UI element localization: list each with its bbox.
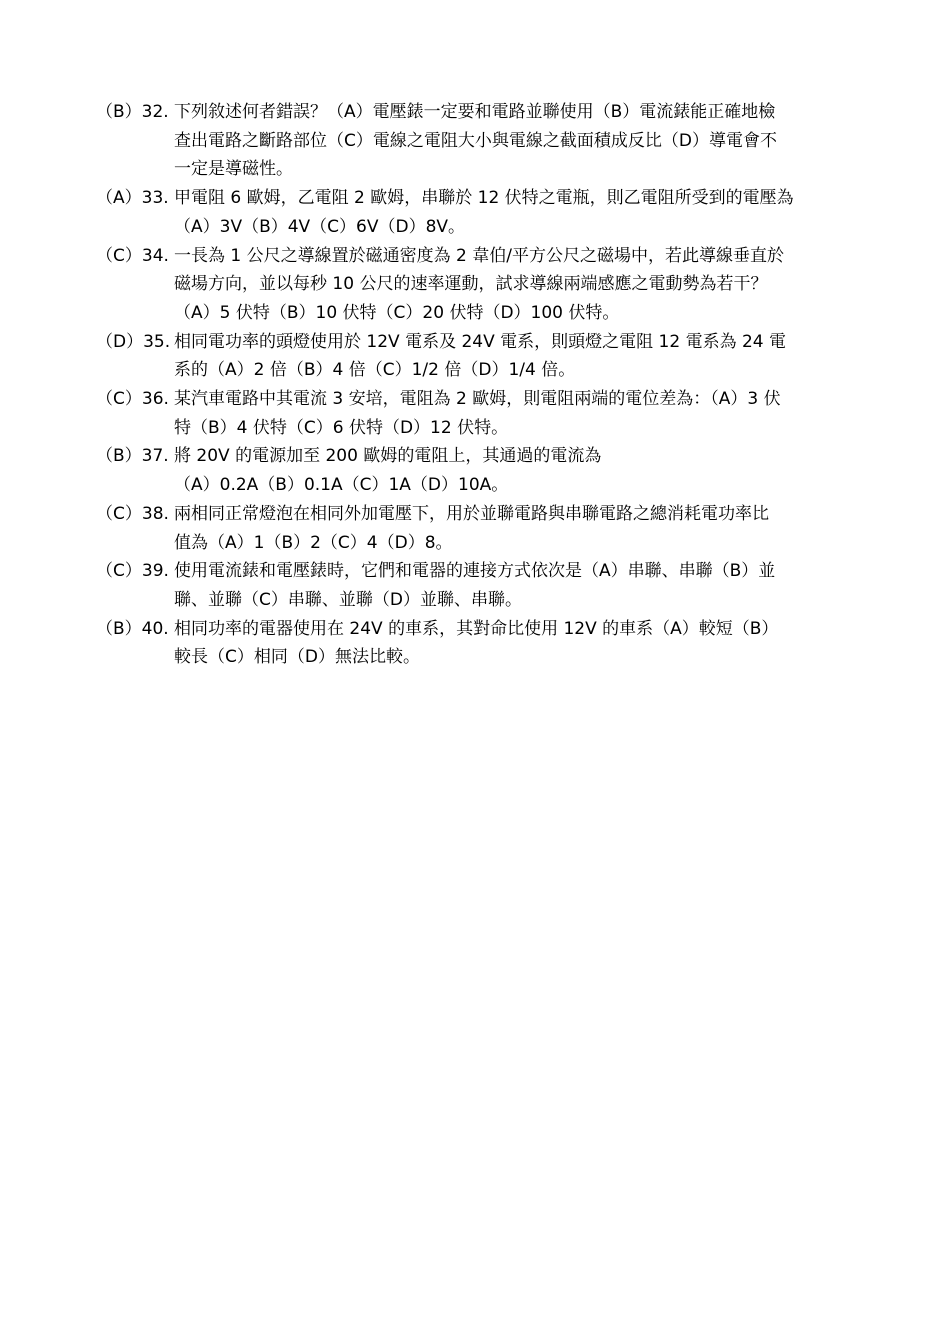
question-number: 35. (143, 331, 171, 352)
question-text-line: 甲電阻 6 歐姆，乙電阻 2 歐姆，串聯於 12 伏特之電瓶，則乙電阻所受到的電壓為 (174, 188, 794, 209)
question-prefix (96, 385, 169, 414)
question-text-line: （A）5 伏特（B）10 伏特（C）20 伏特（D）100 伏特。 (174, 302, 620, 323)
question-text (174, 98, 876, 184)
answer-key: （C） (96, 561, 142, 582)
question-prefix (96, 615, 169, 644)
question-item (96, 615, 876, 672)
question-text (174, 557, 876, 614)
answer-key: （B） (96, 446, 142, 467)
question-item (96, 385, 876, 442)
question-number: 36. (141, 389, 169, 410)
question-item (96, 557, 876, 614)
question-item (96, 242, 876, 328)
question-text (174, 328, 876, 385)
question-text (174, 500, 876, 557)
question-text-line: 查出電路之斷路部位（C）電線之電阻大小與電線之截面積成反比（D）導電會不 (174, 130, 777, 151)
question-number: 40. (141, 618, 169, 639)
question-text-line: 特（B）4 伏特（C）6 伏特（D）12 伏特。 (174, 417, 509, 438)
question-text (174, 184, 876, 241)
question-text-line: 一長為 1 公尺之導線置於磁通密度為 2 韋伯/平方公尺之磁場中，若此導線垂直於 (174, 245, 784, 266)
answer-key: （B） (96, 618, 142, 639)
question-text-line: 下列敘述何者錯誤？（A）電壓錶一定要和電路並聯使用（B）電流錶能正確地檢 (174, 102, 776, 122)
question-text-line: 值為（A）1（B）2（C）4（D）8。 (174, 532, 453, 553)
question-text-line: 相同電功率的頭燈使用於 12V 電系及 24V 電系，則頭燈之電阻 12 電系為 24 電 (174, 331, 787, 352)
question-number: 38. (141, 503, 169, 524)
question-prefix (96, 500, 169, 529)
question-text (174, 385, 876, 442)
answer-key: （A） (96, 188, 142, 209)
question-list (96, 98, 876, 672)
answer-key: （C） (96, 503, 142, 524)
question-text (174, 615, 876, 672)
question-text-line: 將 20V 的電源加至 200 歐姆的電阻上，其通過的電流為 (174, 446, 602, 467)
answer-key: （D） (96, 331, 144, 352)
question-text-line: 兩相同正常燈泡在相同外加電壓下，用於並聯電路與串聯電路之總消耗電功率比 (174, 503, 769, 524)
question-text-line: 某汽車電路中其電流 3 安培，電阻為 2 歐姆，則電阻兩端的電位差為：（A）3 伏 (174, 389, 781, 410)
question-item (96, 184, 876, 241)
question-prefix (96, 557, 169, 586)
question-number: 37. (141, 446, 169, 467)
question-text-line: 聯、並聯（C）串聯、並聯（D）並聯、串聯。 (174, 589, 522, 610)
question-item (96, 98, 876, 184)
question-item (96, 328, 876, 385)
question-prefix (96, 242, 169, 271)
question-text-line: 系的（A）2 倍（B）4 倍（C）1/2 倍（D）1/4 倍。 (174, 360, 576, 381)
question-text (174, 242, 876, 328)
answer-key: （B） (96, 102, 142, 122)
question-number: 34. (141, 245, 169, 266)
question-item (96, 442, 876, 499)
question-prefix (96, 442, 169, 471)
question-text (174, 442, 876, 499)
question-number: 33. (141, 188, 169, 209)
answer-key: （C） (96, 245, 142, 266)
question-number: 32. (141, 102, 169, 122)
question-prefix (96, 328, 170, 357)
question-item (96, 500, 876, 557)
question-text-line: 較長（C）相同（D）無法比較。 (174, 647, 420, 668)
question-text-line: （A）3V（B）4V（C）6V（D）8V。 (174, 216, 466, 237)
question-text-line: 相同功率的電器使用在 24V 的車系，其對命比使用 12V 的車系（A）較短（B） (174, 618, 779, 639)
question-text-line: 使用電流錶和電壓錶時，它們和電器的連接方式依次是（A）串聯、串聯（B）並 (174, 561, 776, 582)
question-prefix (96, 184, 169, 213)
question-text-line: （A）0.2A（B）0.1A（C）1A（D）10A。 (174, 475, 509, 496)
question-number: 39. (141, 561, 169, 582)
question-text-line: 一定是導磁性。 (174, 159, 293, 180)
question-prefix (96, 98, 169, 127)
question-text-line: 磁場方向，並以每秒 10 公尺的速率運動，試求導線兩端感應之電動勢為若干？ (174, 274, 768, 295)
answer-key: （C） (96, 389, 142, 410)
